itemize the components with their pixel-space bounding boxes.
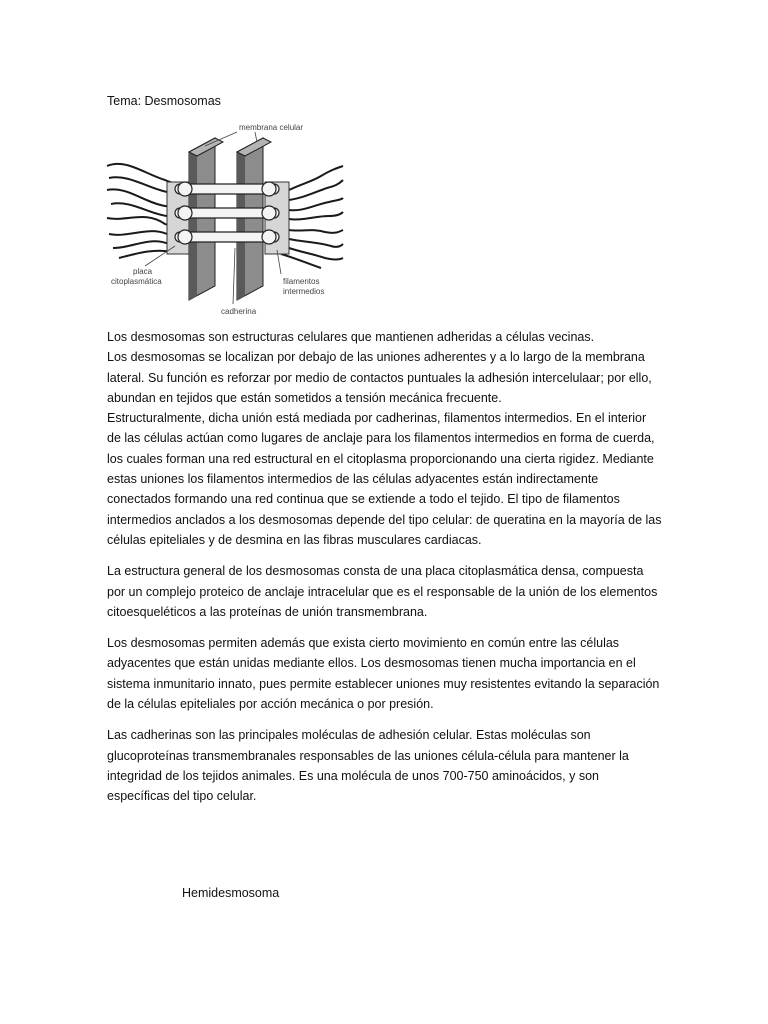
label-placa: placa <box>133 267 153 276</box>
label-cadherina: cadherina <box>221 307 257 316</box>
paragraph: Los desmosomas son estructuras celulares que mantienen adheridas a células vecinas. <box>107 330 595 344</box>
filament-lines-right <box>281 166 343 268</box>
document-body <box>107 327 663 807</box>
label-citoplasmatica: citoplasmática <box>111 277 162 286</box>
document-title: Tema: Desmosomas <box>107 94 221 108</box>
paragraph: La estructura general de los desmosomas consta de una placa citoplasmática densa, compuesta por un complejo proteico de anclaje intracelular que es el responsable de la unión de los elementos citoesqueléticos a las proteínas de unión transmembrana. <box>107 564 658 619</box>
desmosome-diagram-icon <box>105 118 345 316</box>
label-filamentos: filamentos <box>283 277 320 286</box>
paragraph: Las cadherinas son las principales moléculas de adhesión celular. Estas moléculas son glucoproteínas transmembranales responsables de las uniones célula-célula para mantener la integridad de los tejidos animales. Es una molécula de unos 700-750 aminoácidos, y son específicas del tipo celular. <box>107 728 629 804</box>
paragraph: Estructuralmente, dicha unión está mediada por cadherinas, filamentos intermedios. En el interior de las células actúan como lugares de anclaje para los filamentos intermedios en forma de cuerda, los cuales forman una red estructural en el citoplasma proporcionando una cierta rigidez. Mediante estas uniones los filamentos intermedios de las células adyacentes están indirectamente conectados formando una red continua que se extiende a todo el tejido. El tipo de filamentos intermedios anclados a los desmosomas depende del tipo celular: de queratina en la mayoría de las células epiteliales y de desmina en las fibras musculares cardiacas. <box>107 411 662 547</box>
left-membrane <box>189 138 223 300</box>
label-intermedios: intermedios <box>283 287 325 296</box>
label-membrana-celular: membrana celular <box>239 123 304 132</box>
cadherin-links <box>175 182 279 244</box>
paragraph: Los desmosomas se localizan por debajo de las uniones adherentes y a lo largo de la membrana lateral. Su función es reforzar por medio de contactos puntuales la adhesión intercelulaar; por ello, abundan en tejidos que están sometidos a tensión mecánica frecuente. <box>107 350 652 405</box>
paragraph: Los desmosomas permiten además que exista cierto movimiento en común entre las células adyacentes que están unidas mediante ellos. Los desmosomas tienen mucha importancia en el sistema inmunitario innato, pues permite establecer uniones muy resistentes evitando la separación de la células epiteliales por acción mecánica o por presión. <box>107 636 660 712</box>
section-subtitle: Hemidesmosoma <box>182 886 280 900</box>
